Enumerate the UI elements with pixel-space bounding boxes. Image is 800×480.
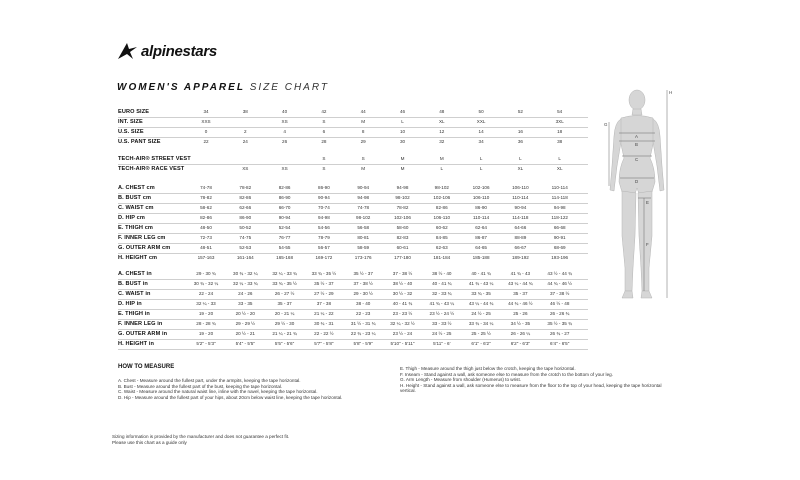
table-cell: 82-83 [396, 235, 409, 240]
table-row-height_in [118, 339, 588, 350]
row-label: G. OUTER ARM cm [118, 245, 171, 251]
table-cell: 76-77 [278, 235, 291, 240]
table-cell: 66-70 [278, 205, 291, 210]
label-e: E [646, 200, 649, 205]
table-cell: 35 ½ - 35 ¾ [547, 321, 572, 326]
table-cell: 84-85 [435, 235, 448, 240]
table-cell: 22 ¾ - 23 ¼ [350, 331, 376, 336]
table-cell: 35 ½ - 37 [353, 271, 373, 276]
row-label: A. CHEST in [118, 271, 152, 277]
table-cell: 90-94 [318, 195, 330, 200]
table-row-tech_race [118, 164, 588, 174]
table-cell: 46 ½ - 48 [549, 301, 570, 306]
table-cell: 42 [321, 109, 327, 114]
table-cell: 185-188 [472, 255, 490, 260]
table-cell: 19 - 20 [198, 311, 214, 316]
table-cell: 44 ¾ - 46 ½ [508, 301, 533, 306]
label-b: B [635, 142, 638, 147]
table-cell: 44 ¾ - 46 ½ [547, 281, 572, 286]
table-cell: 30 ¾ - 31 [314, 321, 334, 326]
row-label: INT. SIZE [118, 119, 143, 125]
table-cell: 16 [517, 129, 523, 134]
table-cell: 6 [322, 129, 326, 134]
table-cell: 82-86 [239, 195, 252, 200]
row-label: D. HIP cm [118, 215, 145, 221]
table-cell: L [440, 166, 444, 171]
table-cell: 181-184 [433, 255, 451, 260]
table-cell: 29 - 30 ½ [353, 291, 373, 296]
table-cell: L [479, 156, 483, 161]
table-cell: 32 ¼ - 33 ¾ [272, 271, 297, 276]
table-cell: 98-102 [395, 195, 410, 200]
table-cell: S [322, 119, 326, 124]
table-cell: 110-114 [551, 185, 568, 190]
table-cell: XS [281, 166, 288, 171]
how-to-measure-right [400, 366, 662, 394]
table-cell: 66-68 [553, 225, 566, 230]
table-cell: 2 [244, 129, 247, 134]
table-cell: 35 - 37 [513, 291, 528, 296]
table-cell: 5'5" - 5'6" [274, 341, 295, 346]
table-cell: 40 - 41 ¾ [471, 271, 491, 276]
table-cell: 5'10" - 5'11" [390, 341, 415, 346]
table-cell: 82-86 [200, 215, 212, 220]
table-cell: 60-62 [435, 225, 448, 230]
table-cell: 6'1" - 6'2" [471, 341, 491, 346]
table-cell: 74-78 [357, 205, 370, 210]
table-cell: 5'7" - 5'8" [314, 341, 334, 346]
female-silhouette-icon [595, 86, 685, 316]
table-cell: 32 - 33 ¾ [432, 291, 452, 296]
table-cell: 24 ½ - 25 [432, 331, 452, 336]
table-cell: 102-106 [472, 185, 490, 190]
table-cell: 22 [203, 139, 209, 144]
table-cell: 169-172 [315, 255, 333, 260]
table-cell: 20 ½ - 21 [235, 331, 255, 336]
table-cell: 35 ½ - 37 [314, 281, 334, 286]
table-cell: 106-110 [433, 215, 451, 220]
table-cell: 26 ¾ - 27 [549, 331, 570, 336]
table-cell: M [361, 166, 366, 171]
table-cell: M [400, 166, 405, 171]
row-label: E. THIGH in [118, 311, 150, 317]
table-cell: 37 - 38 ½ [392, 271, 413, 276]
instruction-inseam: F. Inseam - Stand against a wall, ask someone else to measure from the crotch to the bottom of your leg. [400, 371, 613, 377]
row-label: D. HIP in [118, 301, 142, 307]
table-cell: 94-98 [357, 195, 370, 200]
instruction-chest: A. Chest - Measure around the fullest part, under the armpits, keeping the tape horizontal. [118, 378, 301, 383]
table-cell: 28 [321, 139, 327, 144]
table-cell: 56-58 [357, 225, 370, 230]
table-cell: 98-102 [356, 215, 371, 220]
table-cell: 26 - 26 ¾ [549, 311, 570, 316]
table-cell: 52 [517, 109, 523, 114]
table-cell: 66-67 [514, 245, 527, 250]
table-cell: 29 ½ - 30 [274, 321, 295, 326]
table-cell: XS [281, 119, 288, 124]
table-cell: 28 - 28 ¾ [196, 321, 216, 326]
table-cell: XS [242, 166, 249, 171]
table-cell: 40 - 41 ¾ [392, 301, 413, 306]
table-cell: 38 [242, 109, 248, 114]
table-cell: 23 - 23 ½ [392, 311, 413, 316]
table-cell: 110-114 [512, 195, 529, 200]
table-cell: 22 - 24 [198, 291, 214, 296]
table-cell: M [400, 156, 405, 161]
table-cell: 60-61 [396, 245, 409, 250]
table-cell: 48-51 [200, 245, 212, 250]
row-label: C. WAIST cm [118, 205, 154, 211]
table-cell: 37 - 38 ½ [549, 291, 570, 296]
table-cell: 193-196 [551, 255, 569, 260]
table-cell: 44 [360, 109, 366, 114]
brand-name: alpinestars [141, 42, 217, 60]
table-cell: 189-192 [511, 255, 529, 260]
table-cell: 30 ¾ - 32 ¼ [233, 271, 258, 276]
table-cell: 38 ½ - 40 [392, 281, 413, 286]
table-cell: XL [556, 166, 563, 171]
table-cell: 54 [557, 109, 563, 114]
table-cell: 78-82 [396, 205, 409, 210]
table-cell: 64-65 [475, 245, 487, 250]
table-cell: 32 [439, 139, 445, 144]
table-cell: 41 ¾ - 43 ¼ [429, 301, 455, 306]
table-cell: 8 [361, 129, 365, 134]
table-cell: 86-90 [239, 215, 252, 220]
instruction-arm-length: G. Arm Length - Measure from shoulder (Humerus) to wrist. [400, 377, 522, 383]
table-cell: L [519, 156, 522, 161]
row-label: TECH-AIR® STREET VEST [118, 156, 191, 162]
table-cell: 40 [282, 109, 288, 114]
table-cell: 50 [478, 109, 484, 114]
table-cell: 90-91 [553, 235, 566, 240]
table-cell: 82-86 [435, 205, 448, 210]
row-label: TECH-AIR® RACE VEST [118, 166, 185, 172]
table-cell: 68-69 [553, 245, 566, 250]
label-f: F [646, 242, 649, 247]
table-cell: 86-90 [278, 195, 291, 200]
table-cell: 34 [203, 109, 209, 114]
table-cell: 43 ½ - 44 ¾ [547, 271, 572, 276]
table-cell: 64-66 [514, 225, 527, 230]
table-cell: 35 - 37 [277, 301, 292, 306]
row-label: A. CHEST cm [118, 185, 155, 191]
table-cell: 80-81 [357, 235, 370, 240]
table-cell: L [401, 119, 404, 124]
table-cell: 98-102 [434, 185, 449, 190]
table-cell: L [558, 156, 561, 161]
table-cell: 62-66 [239, 205, 252, 210]
table-cell: 27 ½ - 29 [314, 291, 334, 296]
table-cell: 20 ½ - 20 [235, 311, 255, 316]
table-cell: 62-64 [475, 225, 487, 230]
table-cell: 4 [283, 129, 286, 134]
disclaimer [112, 434, 289, 446]
table-cell: 110-114 [473, 215, 490, 220]
table-cell: 30 [399, 139, 406, 144]
table-cell: 24 [242, 139, 248, 144]
table-cell: 33 - 35 [238, 301, 253, 306]
row-label: B. BUST cm [118, 195, 152, 201]
table-cell: XXS [201, 119, 211, 124]
table-cell: 26 - 26 ¼ [510, 331, 531, 336]
table-cell: 54-55 [278, 245, 291, 250]
table-cell: 26 - 27 ½ [274, 291, 295, 296]
table-cell: S [322, 156, 326, 161]
page-title [117, 82, 329, 93]
table-cell: 34 ½ - 35 [510, 321, 531, 326]
table-cell: 33 - 33 ½ [432, 321, 452, 326]
row-label: U.S. SIZE [118, 129, 144, 135]
title-bold: WOMEN'S APPAREL [117, 82, 245, 93]
table-cell: M [361, 119, 366, 124]
table-cell: 37 - 38 ½ [353, 281, 373, 286]
table-cell: 74-75 [239, 235, 252, 240]
row-label: G. OUTER ARM in [118, 331, 168, 337]
row-label: H. HEIGHT cm [118, 255, 158, 261]
row-label: F. INNER LEG in [118, 321, 163, 327]
table-cell: 30 ½ - 32 [392, 291, 413, 296]
table-cell: 94-98 [318, 215, 330, 220]
table-cell: 177-180 [394, 255, 411, 260]
table-cell: 40 - 41 ¾ [432, 281, 452, 286]
body-measurement-figure [595, 86, 685, 316]
instruction-hip: D. Hip - Measure around the fullest part of your hips, about 20cm below waist line, keeping the tape horizontal. [118, 394, 343, 400]
table-cell: 38 ½ - 40 [432, 271, 452, 276]
table-cell: 43 ¼ - 44 ¾ [508, 281, 533, 286]
table-cell: 78-82 [200, 195, 212, 200]
table-cell: 38 [557, 139, 563, 144]
table-cell: 52-53 [239, 245, 252, 250]
table-cell: 5'11" - 6' [433, 341, 451, 346]
row-label: EURO SIZE [118, 109, 150, 115]
disclaimer-line-1: Sizing information is provided by the manufacturer and does not guarantee a perfect fit. [112, 434, 290, 439]
table-cell: 38 - 40 [356, 301, 371, 306]
table-cell: 3XL [555, 119, 564, 124]
table-cell: 29 - 29 ½ [235, 321, 255, 326]
table-cell: 20 - 21 ¼ [274, 311, 295, 316]
row-label: H. HEIGHT in [118, 341, 155, 347]
table-cell: 6'2" - 6'3" [510, 341, 531, 346]
table-cell: 26 [282, 139, 288, 144]
table-cell: 90-94 [278, 215, 291, 220]
table-cell: M [439, 156, 444, 161]
label-a: A [635, 134, 638, 139]
row-label: C. WAIST in [118, 291, 151, 297]
table-cell: 22 - 23 [356, 311, 371, 316]
table-cell: 24 - 26 [238, 291, 253, 296]
table-cell: XL [438, 119, 445, 124]
table-cell: 29 [360, 139, 366, 144]
table-cell: 34 [478, 139, 484, 144]
title-light: SIZE CHART [249, 82, 329, 93]
table-cell: 74-78 [200, 185, 212, 190]
instruction-height-cont: vertical. [400, 388, 416, 394]
table-cell: 14 [478, 129, 484, 134]
table-cell: 78-82 [239, 185, 252, 190]
table-cell: 33 ¾ - 34 ¼ [468, 321, 494, 326]
table-cell: 36 [517, 139, 523, 144]
table-cell: 157-163 [197, 255, 215, 260]
table-cell: 62-63 [435, 245, 448, 250]
table-cell: 32 ¼ - 32 ½ [390, 321, 415, 326]
table-cell: 31 ½ - 31 ¾ [350, 321, 376, 326]
table-cell: 32 ¼ - 33 [196, 301, 216, 306]
table-cell: 0 [204, 129, 208, 134]
table-cell: XL [517, 166, 524, 171]
table-cell: 114-118 [512, 215, 529, 220]
table-cell: 5'8" - 5'9" [353, 341, 373, 346]
table-cell: 70-74 [318, 205, 330, 210]
table-cell: 21 ¼ - 21 ¾ [272, 331, 297, 336]
row-label: E. THIGH cm [118, 225, 153, 231]
table-cell: 58-60 [396, 225, 409, 230]
label-g: G [604, 122, 608, 127]
table-cell: 33 ¾ - 35 ½ [272, 281, 297, 286]
table-cell: 88-89 [514, 235, 527, 240]
table-cell: 102-106 [433, 195, 451, 200]
table-cell: 6'4" - 6'5" [550, 341, 570, 346]
label-c: C [635, 157, 639, 162]
instruction-height: H. Height - Stand against a wall, ask someone else to measure from the floor to the top of your head, keeping the tape horizontal [400, 382, 662, 388]
table-cell: 90-94 [357, 185, 370, 190]
table-cell: 33 ¾ - 35 ½ [311, 271, 337, 276]
table-cell: 33 ¾ - 35 [471, 291, 491, 296]
row-label: U.S. PANT SIZE [118, 139, 161, 145]
table-cell: 29 - 30 ¾ [196, 271, 216, 276]
table-cell: 5'4" - 5'5" [235, 341, 255, 346]
table-cell: 23 ½ - 24 ½ [429, 311, 455, 316]
table-cell: 21 ¼ - 22 [314, 311, 334, 316]
disclaimer-line-2: Please use this chart as a guide only [112, 440, 187, 445]
table-cell: 94-98 [396, 185, 409, 190]
table-cell: 58-62 [200, 205, 212, 210]
table-cell: 24 ½ - 25 [471, 311, 491, 316]
row-label: B. BUST in [118, 281, 148, 287]
table-cell: 173-176 [354, 255, 372, 260]
table-cell: 102-106 [394, 215, 411, 220]
table-cell: 94-98 [553, 205, 566, 210]
table-cell: 78-79 [318, 235, 330, 240]
table-cell: 106-110 [472, 195, 490, 200]
table-cell: 50-52 [239, 225, 252, 230]
how-to-measure-left [118, 378, 342, 400]
table-cell: 56-57 [318, 245, 330, 250]
table-cell: 82-86 [278, 185, 291, 190]
table-cell: 72-73 [200, 235, 212, 240]
alpinestars-star-icon [116, 42, 138, 60]
table-cell: 161-164 [236, 255, 254, 260]
table-cell: 43 ¼ - 44 ¾ [468, 301, 494, 306]
table-cell: 48-50 [200, 225, 212, 230]
table-row-height_cm [118, 253, 588, 263]
label-h: H [669, 90, 673, 95]
table-cell: 114-118 [551, 195, 568, 200]
table-cell: 46 [399, 109, 406, 114]
table-cell: 41 ¾ - 43 [510, 271, 531, 276]
table-cell: 86-90 [318, 185, 330, 190]
table-cell: 118-122 [551, 215, 568, 220]
instruction-thigh: E. Thigh - Measure around the thigh just below the crotch, keeping the tape horizontal. [400, 366, 576, 371]
table-cell: 86-87 [475, 235, 487, 240]
table-cell: 41 ¾ - 43 ¼ [468, 281, 494, 286]
table-cell: 19 - 20 [198, 331, 214, 336]
table-cell: L [479, 166, 483, 171]
table-cell: 86-90 [475, 205, 487, 210]
table-cell: 18 [557, 129, 563, 134]
table-cell: 165-168 [276, 255, 294, 260]
table-cell: 22 - 22 ½ [314, 331, 334, 336]
table-cell: XXL [476, 119, 486, 124]
instruction-bust: B. Bust - Measure around the fullest part of the bust, keeping the tape horizontal. [118, 383, 283, 389]
brand-logo [116, 40, 256, 62]
table-cell: 23 ½ - 24 [392, 331, 413, 336]
row-label: F. INNER LEG cm [118, 235, 166, 241]
table-cell: 10 [399, 129, 406, 134]
table-cell: 37 - 38 [316, 301, 332, 306]
table-cell: 106-110 [512, 185, 529, 190]
table-cell: 54-56 [318, 225, 330, 230]
table-cell: 58-59 [357, 245, 370, 250]
table-cell: 12 [439, 129, 445, 134]
table-cell: 90-94 [514, 205, 527, 210]
table-cell: 48 [439, 109, 445, 114]
table-cell: 25 - 26 [513, 311, 528, 316]
table-cell: S [322, 166, 326, 171]
table-cell: 32 ¼ - 33 ¾ [233, 281, 258, 286]
table-cell: 5'2" - 5'3" [196, 341, 216, 346]
table-cell: 30 ¾ - 32 ¼ [193, 281, 219, 286]
how-to-measure-title: HOW TO MEASURE [118, 364, 175, 370]
table-cell: S [361, 156, 365, 161]
table-row-uspant [118, 137, 588, 147]
table-cell: 52-54 [278, 225, 291, 230]
table-cell: 25 - 25 ½ [471, 331, 491, 336]
instruction-waist: C. Waist - Measure around the natural waist line, inline with the navel, keeping the tape horizontal. [118, 389, 318, 395]
label-d: D [635, 179, 639, 184]
